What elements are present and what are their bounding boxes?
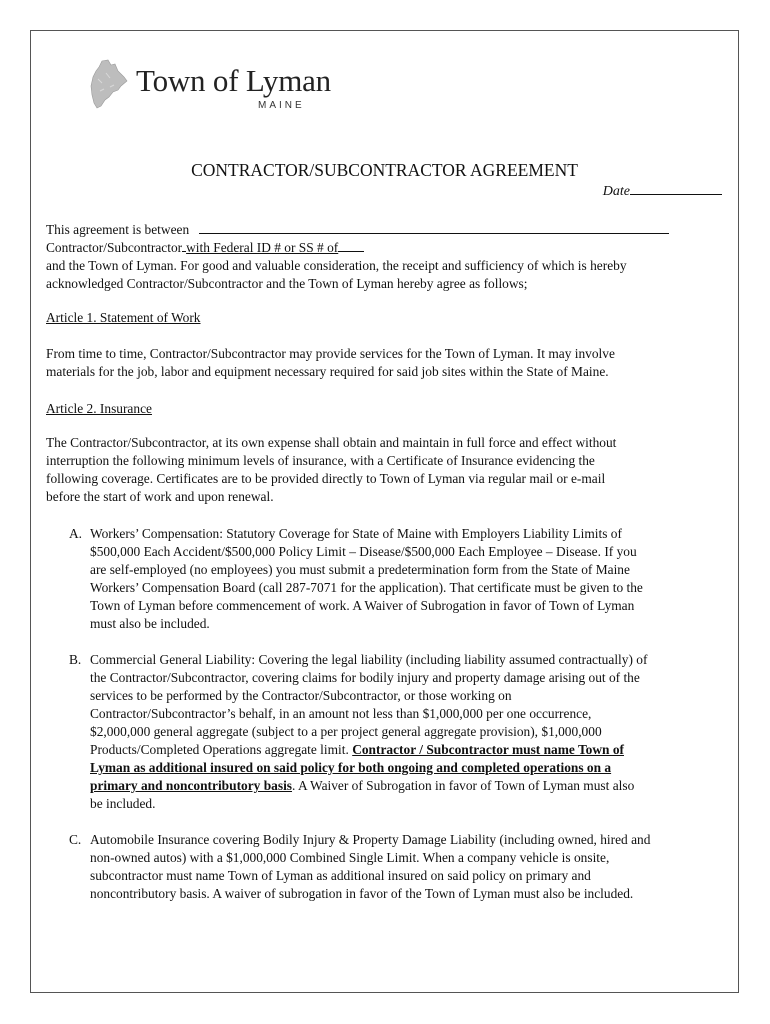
item-b-line: be included. [90,796,156,811]
article-2-line-4: before the start of work and upon renewal. [46,489,274,504]
item-a-line: Workers’ Compensation Board (call 287-7071 for the application). That certificate must be given to the [90,580,643,595]
list-marker-c: C. [69,832,82,847]
item-c-line: non-owned autos) with a $1,000,000 Combined Single Limit. When a company vehicle is onsite, [90,850,610,865]
intro-line-3: and the Town of Lyman. For good and valuable consideration, the receipt and sufficiency of which is hereby [46,258,627,273]
document-page [30,30,739,993]
town-logo [88,59,331,115]
logo-state-name: MAINE [258,100,305,111]
item-b-line: services to be performed by the Contractor/Subcontractor, or those working on [90,688,512,703]
article-1-heading [46,309,736,327]
federal-id-blank[interactable] [338,239,364,252]
item-a-line: must also be included. [90,616,210,631]
intro-line-4: acknowledged Contractor/Subcontractor and the Town of Lyman hereby agree as follows; [46,276,528,291]
item-c-line: Automobile Insurance covering Bodily Injury & Property Damage Liability (including owned, hired and [90,832,651,847]
item-b-line: $2,000,000 general aggregate (subject to a per project general aggregate provision), $1,000,000 [90,724,602,739]
intro-line-2 [46,239,736,257]
intro-paragraph [46,221,736,293]
item-a-line: Town of Lyman before commencement of work. A Waiver of Subrogation in favor of Town of Lyman [90,598,635,613]
item-b-line [90,741,736,759]
article-2-line-3: following coverage. Certificates are to be provided directly to Town of Lyman via regular mail or e-mail [46,471,606,486]
item-b-line [90,777,736,795]
intro-text-2a: Contractor/Subcontractor [46,240,183,255]
list-spacer [46,633,736,651]
item-a-line: $500,000 Each Accident/$500,000 Policy Limit – Disease/$500,000 Each Employee – Disease. If you [90,544,637,559]
item-a-line: are self-employed (no employees) you must submit a predetermination form from the State of Maine [90,562,630,577]
item-c-line: noncontributory basis. A waiver of subrogation in favor of the Town of Lyman must also be included. [90,886,634,901]
item-b-line: Contractor/Subcontractor’s behalf, in an amount not less than $1,000,000 per one occurrence, [90,706,592,721]
document-title: CONTRACTOR/SUBCONTRACTOR AGREEMENT [191,160,578,180]
article-1-paragraph [46,345,736,381]
item-b-line [90,759,736,777]
item-c-line: subcontractor must name Town of Lyman as additional insured on said policy on primary and [90,868,591,883]
maine-state-map-icon [88,59,128,109]
item-b-line8-text: . A Waiver of Subrogation in favor of Town of Lyman must also [292,778,635,793]
article-2-line-1: The Contractor/Subcontractor, at its own expense shall obtain and maintain in full force and effect without [46,435,617,450]
federal-id-label: with Federal ID # or SS # of [186,240,339,255]
article-2-heading [46,400,736,418]
list-spacer [46,813,736,831]
article-2-line-2: interruption the following minimum levels of insurance, with a Certificate of Insurance evidencing the [46,453,595,468]
article-1-heading-text: Article 1. Statement of Work [46,310,201,325]
logo-town-name: Town of Lyman [136,63,331,98]
article-1-line-1: From time to time, Contractor/Subcontractor may provide services for the Town of Lyman. It may involve [46,346,615,361]
list-marker-b: B. [69,652,82,667]
date-blank[interactable] [630,182,722,195]
intro-text-1: This agreement is between [46,222,190,237]
article-2-heading-text: Article 2. Insurance [46,401,152,416]
list-item-workers-compensation [46,525,736,633]
date-field [603,182,722,200]
article-1-line-2: materials for the job, labor and equipment necessary required for said job sites within the State of Maine. [46,364,609,379]
article-2-paragraph [46,434,736,506]
intro-line-1 [46,221,736,239]
item-b-requirement-part3: primary and noncontributory basis [90,778,293,793]
item-a-line: Workers’ Compensation: Statutory Coverage for State of Maine with Employers Liability Limits of [90,526,622,541]
list-marker-a: A. [69,526,83,541]
insurance-list [46,525,736,903]
item-b-line: Commercial General Liability: Covering the legal liability (including liability assumed contractually) of [90,652,648,667]
item-b-requirement-part2: Lyman as additional insured on said policy for both ongoing and completed operations on a [90,760,612,775]
item-b-requirement-part1: Contractor / Subcontractor must name Town of [352,742,624,757]
item-b-line6-text: Products/Completed Operations aggregate limit. [90,742,353,757]
item-b-line: the Contractor/Subcontractor, covering claims for bodily injury and property damage arising out of the [90,670,640,685]
list-item-automobile-insurance [46,831,736,903]
list-item-general-liability [46,651,736,813]
contractor-name-blank[interactable] [199,221,669,234]
date-label: Date [602,184,630,199]
